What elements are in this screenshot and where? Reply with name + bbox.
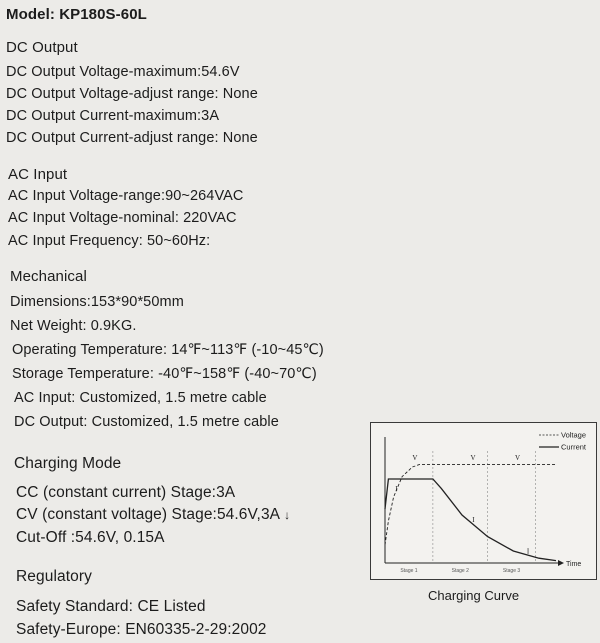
charging-curve-chart bbox=[370, 422, 597, 580]
regulatory-item: Safety-Europe: EN60335-2-29:2002 bbox=[16, 621, 267, 638]
legend-label: Voltage bbox=[561, 430, 587, 440]
stage-label: Stage 1 bbox=[400, 568, 418, 574]
x-axis-arrow-icon bbox=[558, 560, 564, 566]
dc-output-item: DC Output Voltage-adjust range: None bbox=[6, 86, 258, 102]
stage-label: Stage 3 bbox=[502, 568, 521, 574]
charging-mode-heading: Charging Mode bbox=[14, 455, 122, 472]
mechanical-item: Operating Temperature: 14℉~113℉ (-10~45℃) bbox=[12, 342, 324, 358]
charging-mode-item: Cut-Off :54.6V, 0.15A bbox=[16, 529, 165, 546]
model-title: Model: KP180S-60L bbox=[6, 6, 147, 23]
stage-label: Stage 2 bbox=[451, 568, 469, 574]
ac-input-item: AC Input Voltage-range:90~264VAC bbox=[8, 188, 244, 204]
x-axis-label: Time bbox=[566, 561, 582, 568]
regulatory-heading: Regulatory bbox=[16, 568, 92, 585]
charging-mode-item bbox=[16, 506, 290, 524]
mechanical-heading: Mechanical bbox=[10, 268, 87, 285]
mechanical-item: AC Input: Customized, 1.5 metre cable bbox=[14, 390, 267, 406]
chart-caption: Charging Curve bbox=[428, 588, 520, 603]
mechanical-item: Dimensions:153*90*50mm bbox=[10, 294, 184, 310]
curve-annotation: V bbox=[470, 453, 476, 462]
regulatory-item: Safety Standard: CE Listed bbox=[16, 598, 206, 615]
charging-curve-svg bbox=[371, 423, 596, 579]
dc-output-heading: DC Output bbox=[6, 39, 78, 56]
curve-annotation: I bbox=[526, 547, 530, 556]
curve-annotation: I bbox=[472, 516, 475, 525]
mechanical-item: Net Weight: 0.9KG. bbox=[10, 318, 137, 334]
legend-label: Current bbox=[561, 442, 587, 452]
curve-annotation: V bbox=[514, 453, 521, 462]
ac-input-heading: AC Input bbox=[8, 166, 68, 183]
voltage-series-line bbox=[385, 465, 556, 545]
ac-input-item: AC Input Frequency: 50~60Hz: bbox=[8, 233, 211, 249]
mechanical-item: Storage Temperature: -40℉~158℉ (-40~70℃) bbox=[12, 366, 317, 382]
curve-annotation: I bbox=[395, 485, 398, 493]
dc-output-item: DC Output Voltage-maximum:54.6V bbox=[6, 64, 240, 80]
curve-annotation: V bbox=[412, 453, 418, 462]
dc-output-item: DC Output Current-adjust range: None bbox=[6, 130, 258, 146]
dc-output-item: DC Output Current-maximum:3A bbox=[6, 108, 220, 124]
charging-mode-item: CC (constant current) Stage:3A bbox=[16, 484, 236, 501]
down-arrow-icon: ↓ bbox=[284, 508, 291, 522]
ac-input-item: AC Input Voltage-nominal: 220VAC bbox=[8, 210, 237, 226]
current-series-line bbox=[385, 479, 556, 561]
mechanical-item: DC Output: Customized, 1.5 metre cable bbox=[14, 414, 279, 430]
charging-mode-cv-text: CV (constant voltage) Stage:54.6V,3A bbox=[16, 506, 281, 523]
